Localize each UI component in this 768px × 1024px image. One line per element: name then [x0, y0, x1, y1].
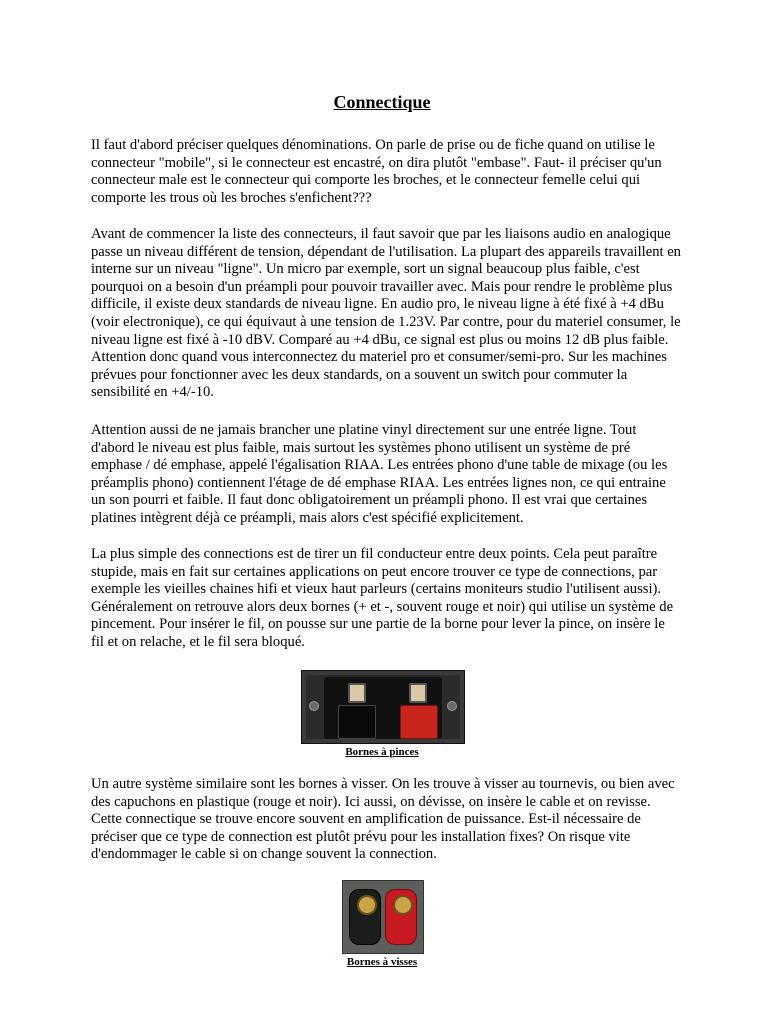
spring-clip-terminal-image	[301, 670, 465, 744]
figure-caption: Bornes à visses	[346, 956, 418, 968]
paragraph-niveaux-ligne: Avant de commencer la liste des connecteurs, il faut savoir que par les liaisons audio en analogique passe un niveau différent de tension, dépendant de l'utilisation. La plupart des appareils travaillent en interne sur un niveau "ligne". Un micro par exemple, sort un signal beaucoup plus faible, c'est pourquoi on a besoin d'un préampli pour pouvoir travailler avec. Mais pour rendre le problème plus difficile, il existe deux standards de niveau ligne. En audio pro, le niveau ligne à été fixé à +4 dBu (voir electronique), ce qui équivaut à une tension de 1.23V. Par contre, pour du materiel consumer, le niveau ligne est fixé à -10 dBV. Comparé au +4 dBu, ce signal est plus ou moins 12 dB plus faible. Attention donc quand vous interconnectez du materiel pro et consumer/semi-pro. Sur les machines prévues pour fonctionner avec les deux standards, on a souvent un switch pour commuter la sensibilité en +4/-10.	[91, 226, 681, 401]
figure-bornes-visses	[342, 880, 422, 968]
paragraph-bornes-visser: Un autre système similaire sont les bornes à visser. On les trouve à visser au tournevis, ou bien avec des capuchons en plastique (rouge et noir). Ici aussi, on dévisse, on insère le cable et on revisse. Cette connectique se trouve encore souvent en amplification de puissance. Est-il nécessaire de préciser que ce type de connection est plutôt prévu pour les installation fixes? On risque vite d'endommager le cable si on change souvent la connection.	[91, 776, 675, 863]
page-title: Connectique	[333, 92, 431, 112]
figure-bornes-pinces	[301, 670, 463, 758]
paragraph-denominations: Il faut d'abord préciser quelques dénominations. On parle de prise ou de fiche quand on utilise le connecteur "mobile", si le connecteur est encastré, on dira plutôt "embase". Faut- il préciser qu'un connecteur male est le connecteur qui comporte les broches, et le connecteur femelle celui qui comporte les trous où les broches s'enfichent???	[91, 137, 662, 206]
figure-caption: Bornes à pinces	[345, 746, 419, 758]
paragraph-platine-vinyl: Attention aussi de ne jamais brancher une platine vinyl directement sur une entrée ligne. Tout d'abord le niveau est plus faible, mais surtout les systèmes phono utilisent un système de pré emphase / dé emphase, appelé l'égalisation RIAA. Les entrées phono d'une table de mixage (ou les préamplis phono) contiennent l'étage de dé emphase RIAA. Les entrées lignes non, ce qui entraine un son pourri et faible. Il faut donc obligatoirement un préampli phono. Il est vrai que certaines platines intègrent déjà ce préampli, mais alors c'est spécifié explicitement.	[91, 422, 668, 526]
paragraph-bornes-pinces: La plus simple des connections est de tirer un fil conducteur entre deux points. Cela peut paraître stupide, mais en fait sur certaines applications on peut encore trouver ce type de connections, par exemple les vieilles chaines hifi et vieux haut parleurs (certains moniteurs studio l'utilisent aussi). Généralement on retrouve alors deux bornes (+ et -, souvent rouge et noir) qui utilise un système de pincement. Pour insérer le fil, on pousse sur une partie de la borne pour lever la pince, on insère le fil et on relache, et le fil sera bloqué.	[91, 546, 674, 650]
binding-post-image	[342, 880, 424, 954]
